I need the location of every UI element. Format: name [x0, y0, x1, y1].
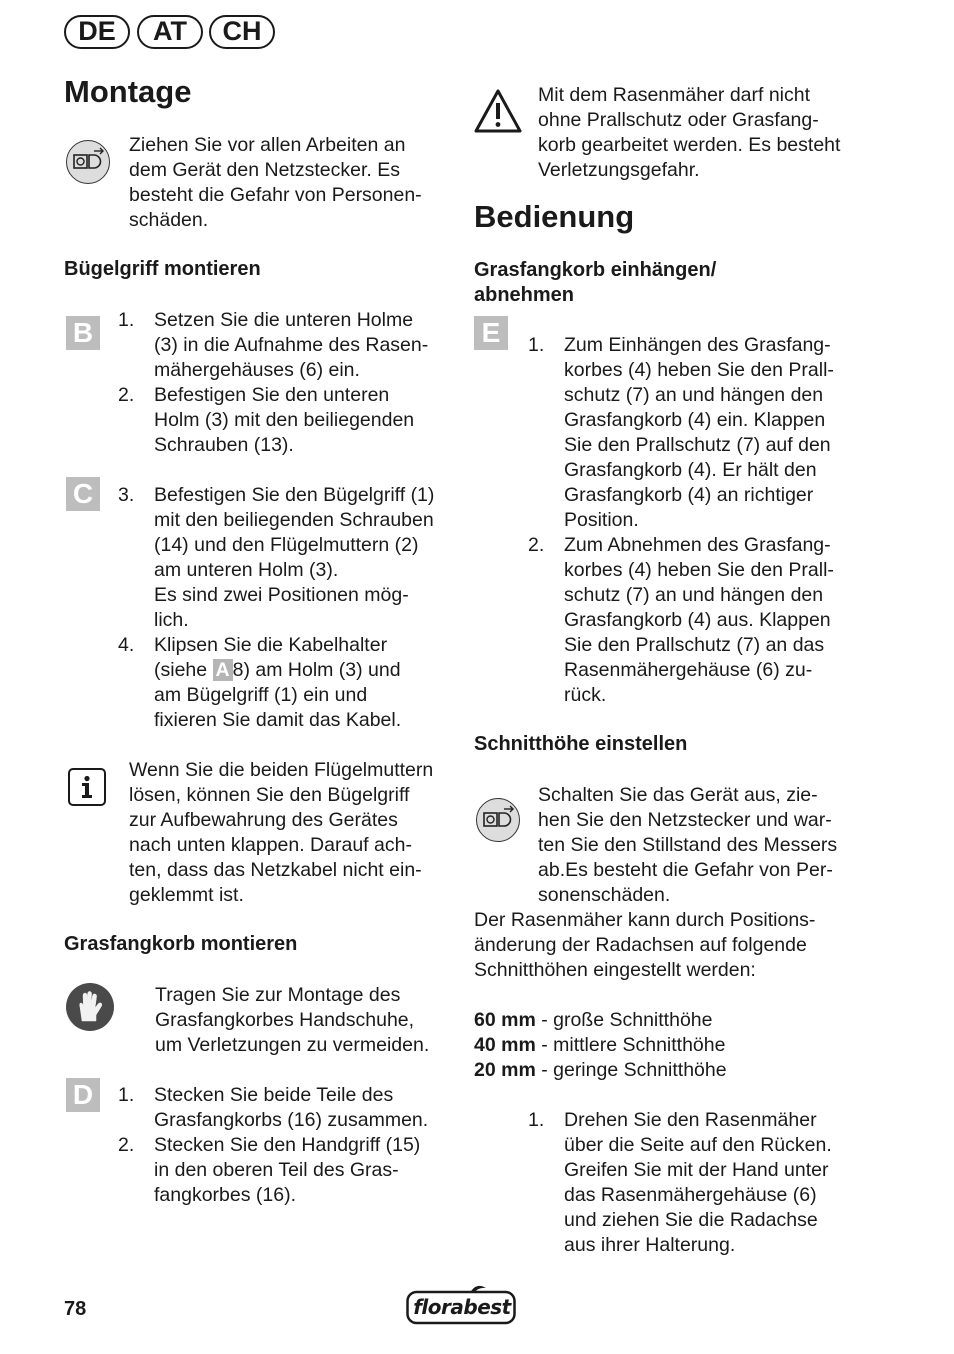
- country-badge-at: AT: [137, 15, 203, 49]
- figure-tag-c: C: [66, 477, 100, 511]
- cutting-height-intro: Der Rasenmäher kann durch Positions- änderung der Radachsen auf folgende Schnitthöhen eingestellt werden:: [474, 909, 816, 981]
- warning-unplug-text: Schalten Sie das Gerät aus, zie- hen Sie den Netzstecker und war- ten Sie den Stillstand des Messers ab.Es besteht die Gefahr von Per- sonenschäden.: [538, 784, 838, 906]
- info-icon: [68, 768, 106, 806]
- list-item: 20 mm - geringe Schnitthöhe: [474, 1059, 727, 1081]
- page-number: 78: [64, 1298, 87, 1320]
- warning-triangle-icon: [473, 88, 523, 134]
- gloves-note-text: Tragen Sie zur Montage des Grasfangkorbes Handschuhe, um Verletzungen zu vermeiden.: [155, 984, 430, 1056]
- subheading-grasfangkorb-montieren: Grasfangkorb montieren: [64, 933, 298, 955]
- section-title-bedienung: Bedienung: [474, 199, 635, 234]
- subheading-buegelgriff: Bügelgriff montieren: [64, 258, 261, 280]
- warning-safety-text: Mit dem Rasenmäher darf nicht ohne Prallschutz oder Grasfang- korb gearbeitet werden. Es besteht Verletzungsgefahr.: [538, 84, 841, 181]
- figure-tag-b: B: [66, 316, 100, 350]
- unplug-icon: [66, 140, 110, 184]
- subheading-grasfangkorb-einhaengen: Grasfangkorb einhängen/ abnehmen: [474, 259, 717, 306]
- gloves-icon: [66, 983, 114, 1031]
- warning-unplug-text: Ziehen Sie vor allen Arbeiten an dem Gerät den Netzstecker. Es besteht die Gefahr von Personen- schäden.: [129, 134, 422, 231]
- info-note-text: Wenn Sie die beiden Flügelmuttern lösen, können Sie den Bügelgriff zur Aufbewahrung des Gerätes nach unten klappen. Darauf ach- ten, dass das Netzkabel nicht ein- geklemmt ist.: [129, 759, 434, 906]
- country-badge-ch: CH: [209, 15, 275, 49]
- section-title-montage: Montage: [64, 74, 192, 109]
- subheading-schnitthoehe: Schnitthöhe einstellen: [474, 733, 688, 755]
- figure-tag-e: E: [474, 316, 508, 350]
- list-item: 60 mm - große Schnitthöhe: [474, 1009, 713, 1031]
- unplug-icon: [476, 798, 520, 842]
- figure-ref-tag-a: A: [213, 659, 233, 681]
- list-item: 40 mm - mittlere Schnitthöhe: [474, 1034, 726, 1056]
- cutting-height-list: [474, 1008, 727, 1083]
- figure-tag-d: D: [66, 1078, 100, 1112]
- country-badge-de: DE: [64, 15, 130, 49]
- brand-logo: florabest: [406, 1284, 516, 1326]
